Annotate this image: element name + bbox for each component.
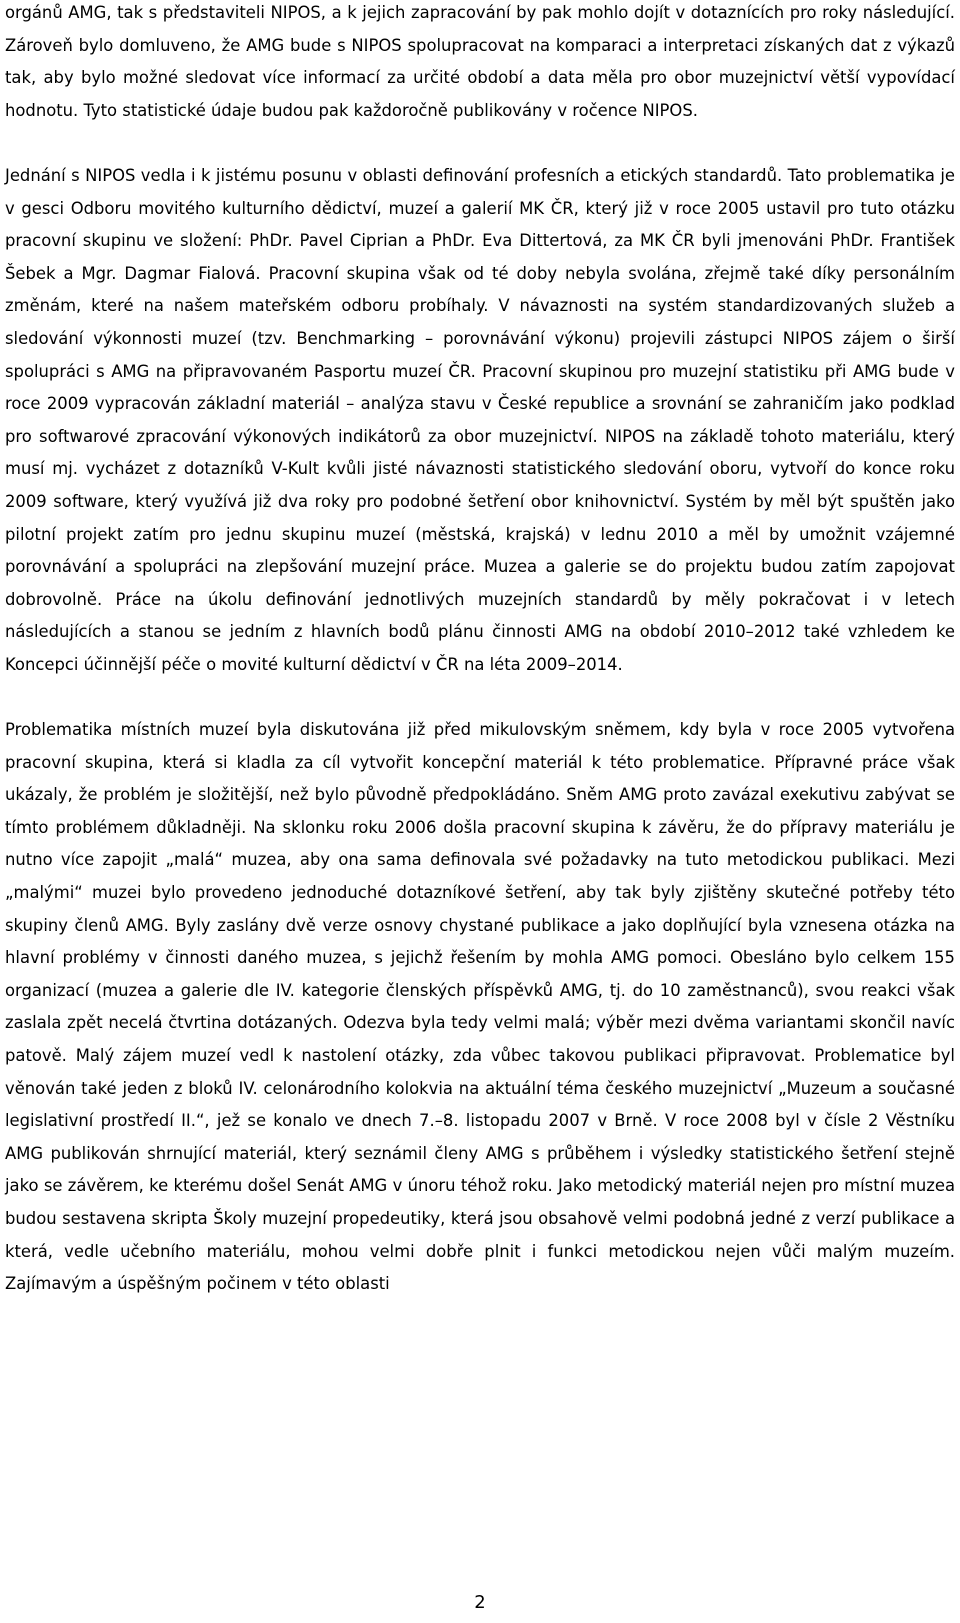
- paragraph-professional-standards: Jednání s NIPOS vedla i k jistému posunu v oblasti definování profesních a etických standardů. Tato problematika je v gesci Odboru movitého kulturního dědictví, muzeí a galerií MK ČR, který již v roce 2005 ustavil pro tuto otázku pracovní skupinu ve složení: PhDr. Pavel Ciprian a PhDr. Eva Dittertová, za MK ČR byli jmenováni PhDr. František Šebek a Mgr. Dagmar Fialová. Pracovní skupina však od té doby nebyla svolána, zřejmě také díky personálním změnám, které na našem mateřském odboru probíhaly. V návaznosti na systém standardizovaných služeb a sledování výkonnosti muzeí (tzv. Benchmarking – porovnávání výkonu) projevili zástupci NIPOS zájem o širší spolupráci s AMG na připravovaném Pasportu muzeí ČR. Pracovní skupinou pro muzejní statistiku při AMG bude v roce 2009 vypracován základní materiál – analýza stavu v České republice a srovnání se zahraničím jako podklad pro softwarové zpracování výkonových indikátorů za obor muzejnictví. NIPOS na základě tohoto materiálu, který musí mj. vycházet z dotazníků V-Kult kvůli jisté návaznosti statistického sledování oboru, vytvoří do konce roku 2009 software, který využívá již dva roky pro podobné šetření obor knihovnictví. Systém by měl být spuštěn jako pilotní projekt zatím pro jednu skupinu muzeí (městská, krajská) v lednu 2010 a měl by umožnit vzájemné porovnávání a spolupráci na zlepšování muzejní práce. Muzea a galerie se do projektu budou zatím zapojovat dobrovolně. Práce na úkolu definování jednotlivých muzejních standardů by měly pokračovat i v letech následujících a stanou se jedním z hlavních bodů plánu činnosti AMG na období 2010–2012 také vzhledem ke Koncepci účinnější péče o movité kulturní dědictví v ČR na léta 2009–2014.: [5, 165, 955, 674]
- page-number: 2: [474, 1592, 486, 1613]
- paragraph-local-museums: Problematika místních muzeí byla diskutována již před mikulovským sněmem, kdy byla v roce 2005 vytvořena pracovní skupina, která si kladla za cíl vytvořit koncepční materiál k této problematice. Přípravné práce však ukázaly, že problém je složitější, než bylo původně předpokládáno. Sněm AMG proto zavázal exekutivu zabývat se tímto problémem důkladněji. Na sklonku roku 2006 došla pracovní skupina k závěru, že do přípravy materiálu je nutno více zapojit „malá“ muzea, aby ona sama definovala své požadavky na tuto metodickou publikaci. Mezi „malými“ muzei bylo provedeno jednoduché dotazníkové šetření, aby tak byly zjištěny skutečné potřeby této skupiny členů AMG. Byly zaslány dvě verze osnovy chystané publikace a jako doplňující byla vznesena otázka na hlavní problémy v činnosti daného muzea, s jejichž řešením by mohla AMG pomoci. Obesláno bylo celkem 155 organizací (muzea a galerie dle IV. kategorie členských příspěvků AMG, tj. do 10 zaměstnanců), svou reakci však zaslala zpět necelá čtvrtina dotázaných. Odezva byla tedy velmi malá; výběr mezi dvěma variantami skončil navíc patově. Malý zájem muzeí vedl k nastolení otázky, zda vůbec takovou publikaci připravovat. Problematice byl věnován také jeden z bloků IV. celonárodního kolokvia na aktuální téma českého muzejnictví „Muzeum a současné legislativní prostředí II.“, jež se konalo ve dnech 7.–8. listopadu 2007 v Brně. V roce 2008 byl v čísle 2 Věstníku AMG publikován shrnující materiál, který seznámil členy AMG s průběhem i výsledky statistického šetření stejně jako se závěrem, ke kterému došel Senát AMG v únoru téhož roku. Jako metodický materiál nejen pro místní muzea budou sestavena skripta Školy muzejní propedeutiky, která jsou obsahově velmi podobná jedné z verzí publikace a která, vedle učebního materiálu, mohou velmi dobře plnit i funkci metodickou nejen vůči malým muzeím. Zajímavým a úspěšným počinem v této oblasti: [5, 720, 955, 1294]
- paragraph-nipos-statistics: orgánů AMG, tak s představiteli NIPOS, a k jejich zapracování by pak mohlo dojít v dotaznících pro roky následující. Zároveň bylo domluveno, že AMG bude s NIPOS spolupracovat na komparaci a interpretaci získaných dat z výkazů tak, aby bylo možné sledovat více informací za určité období a data měla pro obor muzejnictví větší vypovídací hodnotu. Tyto statistické údaje budou pak každoročně publikovány v ročence NIPOS.: [5, 3, 955, 120]
- document-body: [5, 0, 955, 1301]
